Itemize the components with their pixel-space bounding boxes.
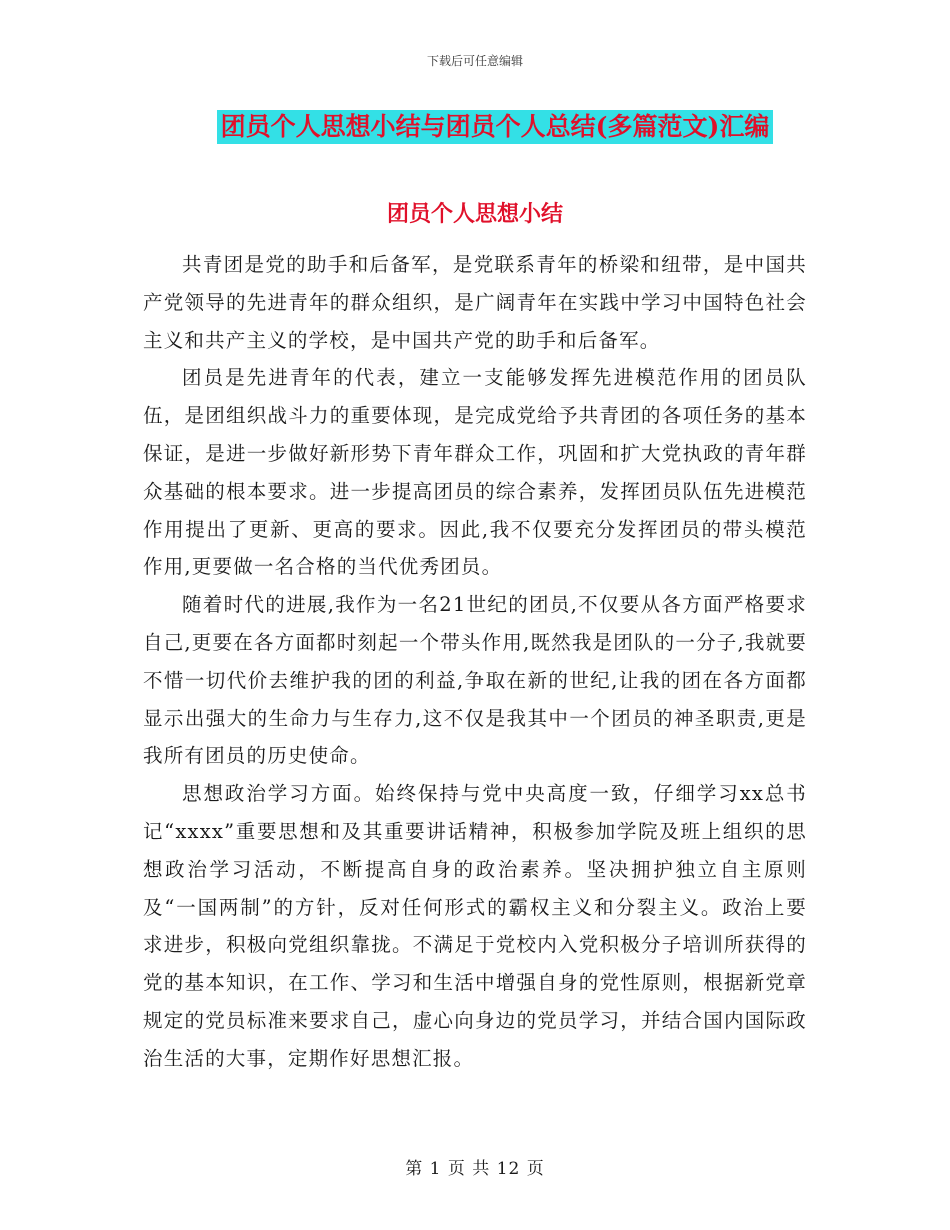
- paragraph-3: 随着时代的进展,我作为一名21世纪的团员,不仅要从各方面严格要求自己,更要在各方面都时刻起一个带头作用,既然我是团队的一分子,我就要不惜一切代价去维护我的团的利益,争取在新的世纪,让我的团在各方面都显示出强大的生命力与生存力,这不仅是我其中一个团员的神圣职责,更是我所有团员的历史使命。: [143, 593, 807, 768]
- document-title: 团员个人思想小结与团员个人总结(多篇范文)汇编: [217, 110, 774, 144]
- section-title: 团员个人思想小结: [386, 201, 563, 227]
- document-title-container: [0, 110, 950, 144]
- header-note: 下载后可任意编辑: [426, 54, 523, 68]
- paragraph-4: 思想政治学习方面。始终保持与党中央高度一致，仔细学习xx总书记“xxxx”重要思想和及其重要讲话精神，积极参加学院及班上组织的思想政治学习活动，不断提高自身的政治素养。坚决拥护独立自主原则及“一国两制”的方针，反对任何形式的霸权主义和分裂主义。政治上要求进步，积极向党组织靠拢。不满足于党校内入党积极分子培训所获得的党的基本知识，在工作、学习和生活中增强自身的党性原则，根据新党章规定的党员标准来要求自己，虚心向身边的党员学习，并结合国内国际政治生活的大事，定期作好思想汇报。: [143, 782, 807, 1070]
- paragraph-1: 共青团是党的助手和后备军，是党联系青年的桥梁和纽带，是中国共产党领导的先进青年的群众组织，是广阔青年在实践中学习中国特色社会主义和共产主义的学校，是中国共产党的助手和后备军。: [143, 253, 807, 352]
- paragraph-2: 团员是先进青年的代表，建立一支能够发挥先进模范作用的团员队伍，是团组织战斗力的重要体现，是完成党给予共青团的各项任务的基本保证，是进一步做好新形势下青年群众工作，巩固和扩大党执政的青年群众基础的根本要求。进一步提高团员的综合素养，发挥团员队伍先进模范作用提出了更新、更高的要求。因此,我不仅要充分发挥团员的带头模范作用,更要做一名合格的当代优秀团员。: [143, 366, 807, 579]
- page-number-footer: 第 1 页 共 12 页: [405, 1159, 545, 1179]
- document-body: [143, 246, 807, 1078]
